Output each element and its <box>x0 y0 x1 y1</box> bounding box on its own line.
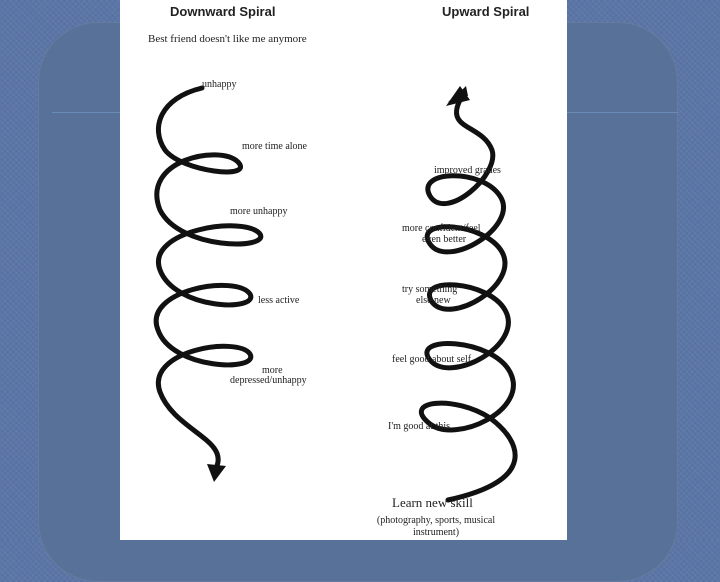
downward-title: Downward Spiral <box>170 4 276 19</box>
upward-step-good-at-this: I'm good at this <box>388 421 451 432</box>
upward-origin-detail-1: (photography, sports, musical <box>376 515 496 526</box>
upward-step-more-confident: more confident/feel <box>402 223 481 234</box>
downward-step-less-active: less active <box>258 295 300 306</box>
downward-arrowhead <box>207 464 226 482</box>
upward-step-even-better: even better <box>422 234 467 245</box>
downward-step-more-time-alone: more time alone <box>242 141 307 152</box>
downward-step-more-unhappy: more unhappy <box>230 206 288 217</box>
downward-step-more: more <box>262 365 283 376</box>
upward-step-feel-good: feel good about self <box>392 354 472 365</box>
upward-origin: Learn new skill <box>392 495 473 510</box>
downward-step-depressed: depressed/unhappy <box>230 375 307 386</box>
upward-step-try-something: try something <box>402 284 458 295</box>
spiral-drawing <box>120 0 567 540</box>
upward-step-improved-grades: improved grades <box>434 165 501 176</box>
upward-origin-detail-2: instrument) <box>412 527 460 538</box>
downward-trigger: Best friend doesn't like me anymore <box>148 33 307 45</box>
downward-step-unhappy: unhappy <box>202 79 237 90</box>
upward-step-else-new: else new <box>416 295 451 306</box>
spiral-figure <box>120 0 567 540</box>
upward-title: Upward Spiral <box>442 4 530 19</box>
